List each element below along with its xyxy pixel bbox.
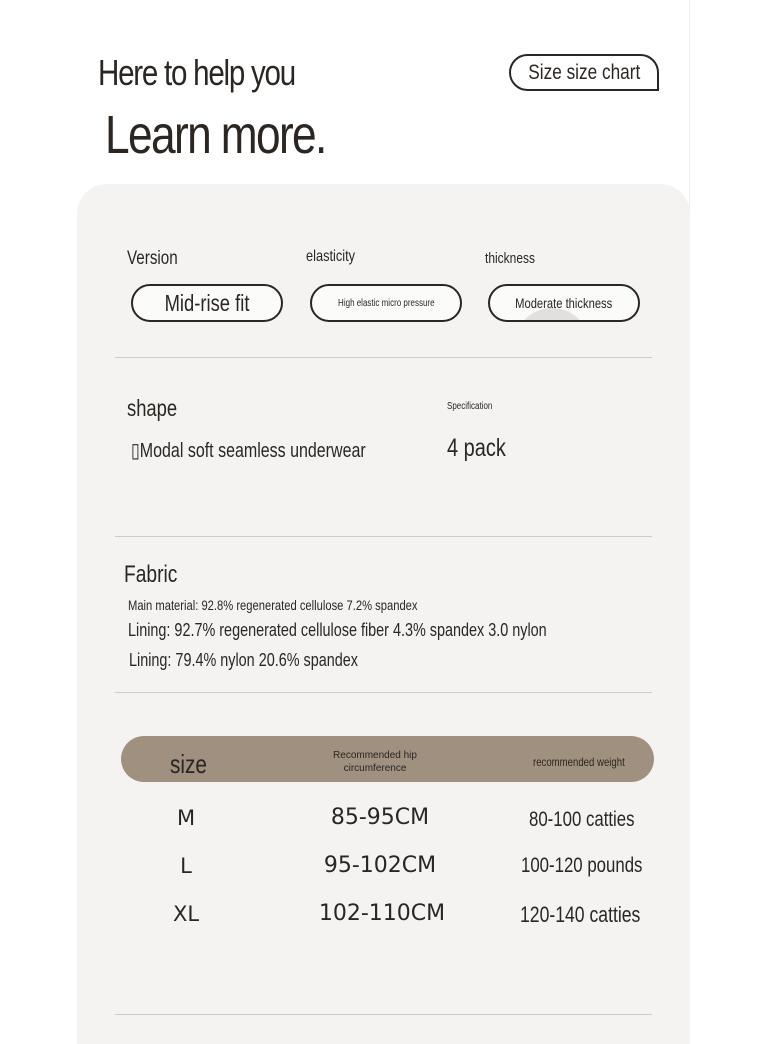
size-chart-button[interactable]	[509, 54, 659, 91]
elasticity-value: High elastic micro pressure	[337, 297, 435, 309]
version-pill	[131, 284, 283, 322]
elasticity-pill	[310, 284, 462, 322]
size-header: size	[170, 749, 207, 779]
fabric-lining-1: Lining: 92.7% regenerated cellulose fiber 4.3% spandex 3.0 nylon	[128, 620, 547, 640]
fabric-lining-2: Lining: 79.4% nylon 20.6% spandex	[129, 650, 358, 670]
shape-value: ▯Modal soft seamless underwear	[131, 440, 366, 462]
weight-header: recommended weight	[533, 755, 625, 769]
table-row-hip: 102-110CM	[318, 901, 446, 926]
divider	[115, 536, 652, 537]
version-label: Version	[127, 248, 178, 269]
divider	[115, 1014, 652, 1015]
table-row-weight: 80-100 catties	[529, 808, 635, 831]
thickness-label: thickness	[485, 250, 536, 267]
table-row-weight: 100-120 pounds	[521, 854, 643, 877]
size-chart-button-label: Size size chart	[528, 60, 640, 84]
table-row-size: XL	[172, 902, 200, 926]
heading-help: Here to help you	[98, 52, 295, 93]
table-row-hip: 95-102CM	[323, 853, 437, 878]
table-row-weight: 120-140 catties	[520, 902, 641, 927]
shape-label: shape	[127, 395, 178, 421]
heading-learn-more: Learn more.	[105, 105, 326, 165]
divider	[115, 692, 652, 693]
thickness-pill	[488, 284, 640, 322]
table-row-size: L	[180, 854, 192, 878]
hip-header: Recommended hip circumference	[333, 750, 417, 774]
thickness-value: Moderate thickness	[515, 295, 613, 311]
elasticity-label: elasticity	[306, 248, 356, 265]
version-value: Mid-rise fit	[164, 289, 250, 316]
specification-value: 4 pack	[447, 434, 506, 462]
table-row-hip: 85-95CM	[330, 805, 430, 830]
divider	[115, 357, 652, 358]
fabric-title: Fabric	[124, 561, 178, 588]
fabric-main-material: Main material: 92.8% regenerated cellulose 7.2% spandex	[128, 597, 418, 613]
specification-label: Specification	[447, 401, 493, 412]
table-row-size: M	[176, 806, 196, 830]
